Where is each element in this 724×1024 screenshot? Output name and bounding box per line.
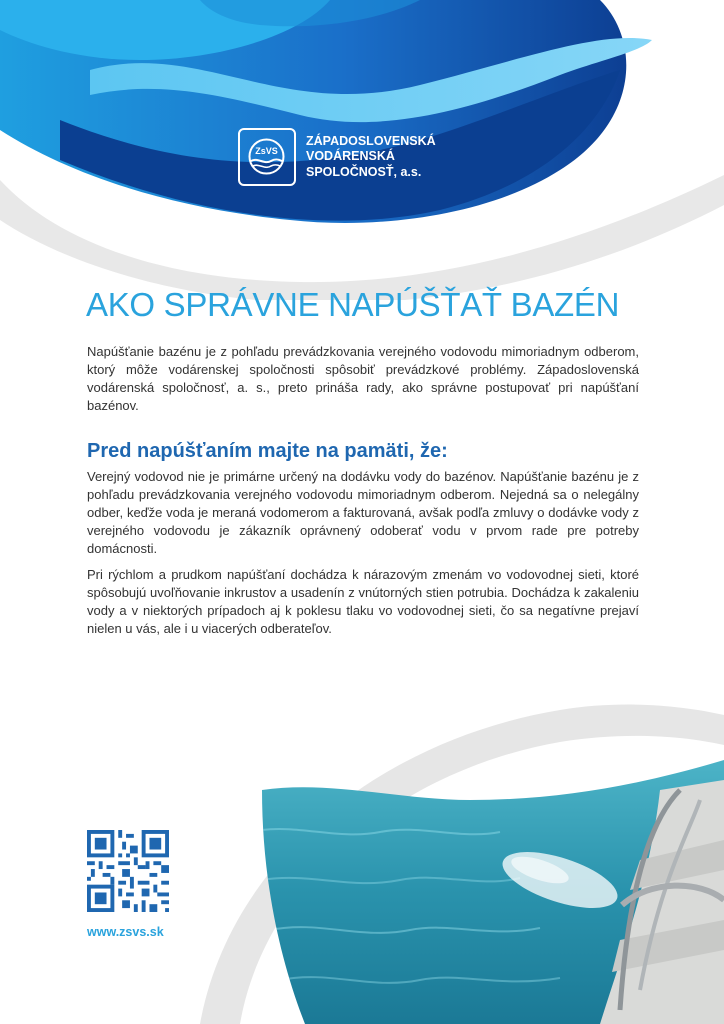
company-name-line-3: SPOLOČNOSŤ, a.s. [306, 164, 422, 179]
section-heading: Pred napúšťaním majte na pamäti, že: [87, 440, 448, 462]
intro-paragraph: Napúšťanie bazénu je z pohľadu prevádzkovania verejného vodovodu mimoriadnym odberom, ktorý môže vodárenskej spoločnosti spôsobiť prevádzkové problémy. Západoslovenská vodárenská spoločnosť, a. s., preto prináša rady, ako správne postupovať pri napúšťaní bazénov. [87, 344, 639, 413]
company-name-line-1: ZÁPADOSLOVENSKÁ [306, 133, 436, 148]
qr-code-icon [87, 830, 169, 912]
website-link[interactable]: www.zsvs.sk [87, 925, 164, 939]
logo-mark-text: ZsVS [255, 146, 278, 156]
company-name-line-2: VODÁRENSKÁ [306, 149, 395, 164]
section-paragraph-2: Pri rýchlom a prudkom napúšťaní dochádza k nárazovým zmenám vo vodovodnej sieti, ktoré spôsobujú uvoľňovanie inkrustov a usadenín z vnútorných stien potrubia. Dochádza k zakaleniu vody a v niektorých prípadoch aj k poklesu tlaku vo vodovodnej sieti, čo sa negatívne prejaví nielen u vás, ale i u viacerých odberateľov. [87, 567, 639, 636]
page-title: AKO SPRÁVNE NAPÚŠŤAŤ BAZÉN [86, 286, 620, 323]
section-paragraph-1: Verejný vodovod nie je primárne určený na dodávku vody do bazénov. Napúšťanie bazénu je z pohľadu prevádzkovania verejného vodovodu mimoriadnym odberom. Nejedná sa o nelegálny odber, keďže voda je meraná vodomerom a fakturovaná, avšak podľa zmluvy o dodávke vody z verejného vodovodu je zákazník oprávnený odoberať vodu v prvom rade pre potreby domácnosti. [87, 469, 639, 556]
